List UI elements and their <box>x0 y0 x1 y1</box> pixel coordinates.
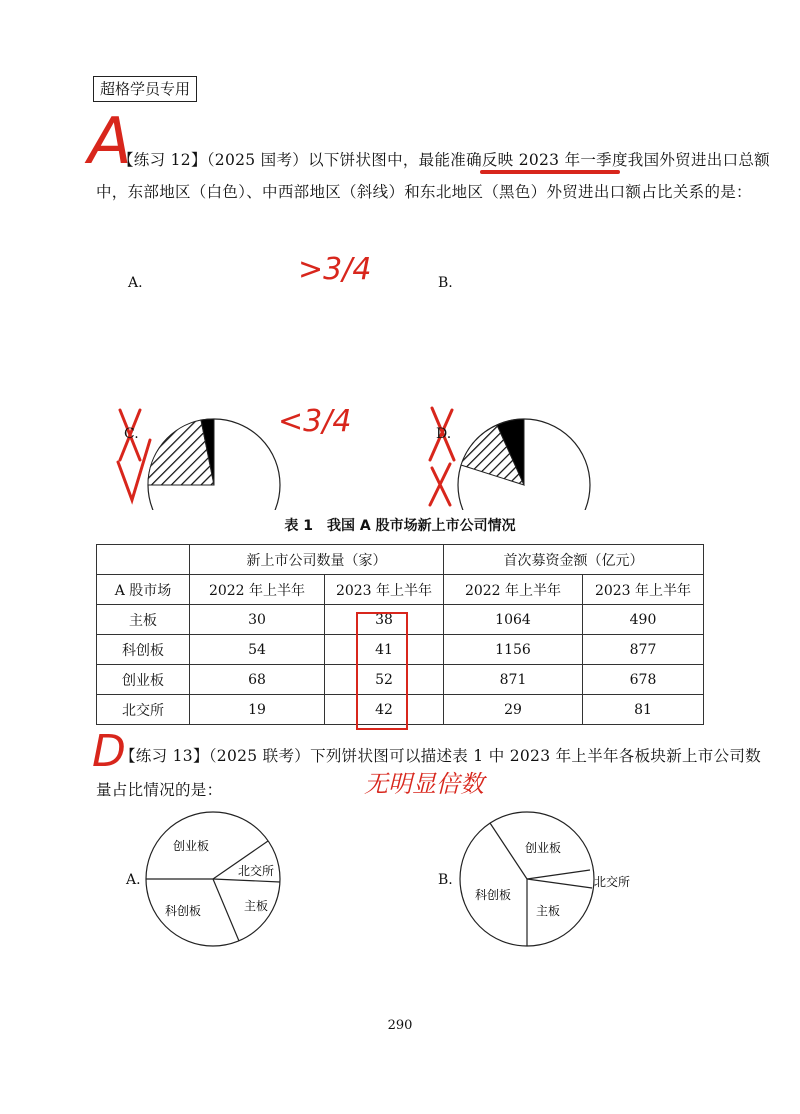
table-cell: 54 <box>190 635 325 665</box>
q13-a-label-kechuang: 科创板 <box>164 904 202 918</box>
q13-b-label-chuangye: 创业板 <box>524 841 562 855</box>
table-corner <box>97 545 190 575</box>
table-cell: 81 <box>583 695 704 725</box>
q13-pie-b <box>460 812 630 946</box>
header-tag: 超格学员专用 <box>93 76 197 102</box>
table-cell: 19 <box>190 695 325 725</box>
table-title: 表 1 我国 A 股市场新上市公司情况 <box>284 518 516 534</box>
table-cell: 北交所 <box>97 695 190 725</box>
q13-line2: 量占比情况的是： <box>96 781 223 799</box>
q12-option-d-label: D. <box>436 426 452 442</box>
q13-option-a-label: A. <box>126 872 141 888</box>
table-group-funding: 首次募资金额（亿元） <box>444 545 704 575</box>
q13-pie-charts <box>0 800 800 960</box>
table-cell: 490 <box>583 605 704 635</box>
underline-mark <box>480 170 620 174</box>
table-cell: 1156 <box>444 635 583 665</box>
q12-option-a-label: A. <box>128 275 143 291</box>
answer-12-letter: A <box>88 105 132 179</box>
cross-mark-b <box>430 464 450 505</box>
table-cell: 29 <box>444 695 583 725</box>
note-no-obvious-multiple: 无明显倍数 <box>364 770 484 798</box>
table-cell: 科创板 <box>97 635 190 665</box>
q13-b-label-beijiao: 北交所 <box>593 875 631 889</box>
table-group-count: 新上市公司数量（家） <box>190 545 444 575</box>
table-subheader: 2022 年上半年 <box>190 575 325 605</box>
pie-option-a <box>148 419 280 510</box>
q13-option-b-label: B. <box>438 872 453 888</box>
table-cell: 678 <box>583 665 704 695</box>
table-cell: 42 <box>325 695 444 725</box>
table-cell: 877 <box>583 635 704 665</box>
table-subheader: 2022 年上半年 <box>444 575 583 605</box>
table-cell: 创业板 <box>97 665 190 695</box>
q12-option-b-label: B. <box>438 275 453 291</box>
q13-pie-a <box>146 812 280 946</box>
table-cell: 1064 <box>444 605 583 635</box>
table-cell: 38 <box>325 605 444 635</box>
q13-line1: 【练习 13】（2025 联考）下列饼状图可以描述表 1 中 2023 年上半年各板块新上市公司数 <box>120 747 761 765</box>
table-cell: 30 <box>190 605 325 635</box>
q13-a-label-chuangye: 创业板 <box>172 839 210 853</box>
pie-option-b <box>458 419 590 510</box>
table-cell: 68 <box>190 665 325 695</box>
highlight-box <box>356 612 408 730</box>
table-subheader: 2023 年上半年 <box>583 575 704 605</box>
q12-line2: 中，东部地区（白色）、中西部地区（斜线）和东北地区（黑色）外贸进出口额占比关系的是： <box>96 183 752 201</box>
page-number: 290 <box>387 1018 413 1033</box>
note-greater-three-quarters: >3/4 <box>298 252 372 287</box>
q13-b-label-zhuban: 主板 <box>535 904 561 918</box>
q13-a-label-zhuban: 主板 <box>243 899 269 913</box>
table-row-header: A 股市场 <box>97 575 190 605</box>
table-subheader: 2023 年上半年 <box>325 575 444 605</box>
q12-line1: 【练习 12】（2025 国考）以下饼状图中，最能准确反映 2023 年一季度我国外贸进出口总额 <box>118 151 770 169</box>
q13-a-label-beijiao: 北交所 <box>237 864 275 878</box>
table-cell: 871 <box>444 665 583 695</box>
q12-option-c-label: C. <box>124 426 139 442</box>
q12-pie-charts <box>0 200 800 510</box>
answer-13-letter: D <box>92 726 126 777</box>
table-cell: 41 <box>325 635 444 665</box>
table-cell: 主板 <box>97 605 190 635</box>
note-less-three-quarters: <3/4 <box>278 404 352 439</box>
table-cell: 52 <box>325 665 444 695</box>
q13-b-label-kechuang: 科创板 <box>474 888 512 902</box>
